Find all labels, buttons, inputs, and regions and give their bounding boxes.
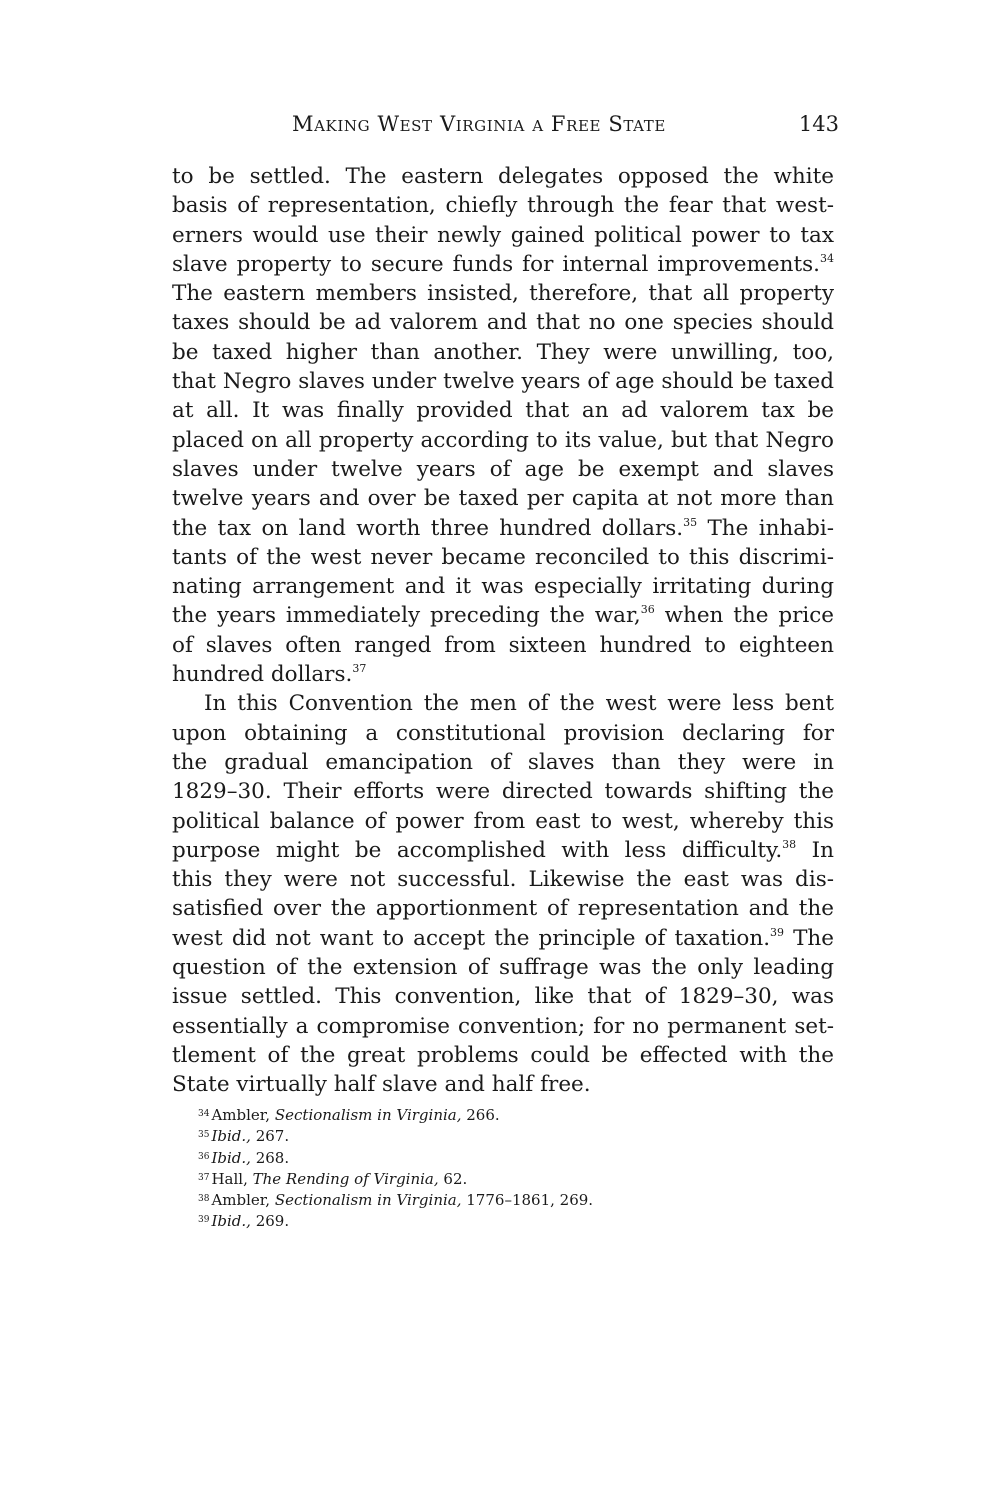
- footnote: $^{35}$ Ibid., 267.: [198, 1127, 290, 1146]
- text-line: west did not want to accept the principle of taxation.$^{39}$ The: [172, 925, 834, 951]
- text-line: this they were not successful. Likewise the east was dis-: [172, 867, 834, 893]
- text-line: at all. It was finally provided that an ad valorem tax be: [172, 398, 834, 424]
- footnote-number: 39: [198, 1215, 210, 1226]
- page-header: [172, 112, 839, 144]
- text-line: be taxed higher than another. They were unwilling, too,: [172, 339, 834, 365]
- footnote: $^{36}$ Ibid., 268.: [198, 1148, 290, 1167]
- text-line: The eastern members insisted, therefore, that all property: [172, 281, 834, 307]
- text-line: the years immediately preceding the war,$^{36}$ when the price: [172, 603, 835, 629]
- text-line: satisfied over the apportionment of representation and the: [172, 896, 834, 922]
- text-line: the tax on land worth three hundred dollars.$^{35}$ The inhabi-: [172, 515, 834, 541]
- footnote-number: 34: [198, 1109, 210, 1119]
- text-line: In this Convention the men of the west were less bent: [204, 691, 834, 717]
- running-head: Making West Virginia a Free State: [292, 112, 666, 136]
- text-line: placed on all property according to its value, but that Negro: [172, 427, 834, 453]
- footnote-ref-34: 34: [820, 251, 834, 265]
- text-line: slaves under twelve years of age be exempt and slaves: [172, 456, 834, 482]
- text-line: tants of the west never became reconciled to this discrimi-: [172, 544, 834, 570]
- footnote: $^{38}$ Ambler, Sectionalism in Virginia, 1776–1861, 269.: [198, 1191, 594, 1210]
- footnote-number: 38: [198, 1194, 210, 1205]
- footnote-ref-36: 36: [640, 603, 655, 617]
- text-line: erners would use their newly gained political power to tax: [172, 222, 834, 248]
- footnote-ref-38: 38: [782, 837, 797, 851]
- text-line: twelve years and over be taxed per capita at not more than: [172, 486, 834, 512]
- footnote-ref-35: 35: [683, 515, 698, 529]
- footnote-ref-37: 37: [352, 662, 367, 676]
- text-line: purpose might be accomplished with less difficulty.$^{38}$ In: [172, 837, 834, 863]
- text-line: 1829–30. Their efforts were directed towards shifting the: [172, 779, 834, 805]
- text-line: taxes should be ad valorem and that no one species should: [172, 310, 834, 336]
- text-line: essentially a compromise convention; for no permanent set-: [172, 1013, 834, 1039]
- text-line: issue settled. This convention, like that of 1829–30, was: [172, 984, 834, 1010]
- footnote-number: 36: [198, 1151, 210, 1162]
- text-line: nating arrangement and it was especially irritating during: [172, 574, 834, 600]
- footnote: $^{37}$ Hall, The Rending of Virginia, 62.: [198, 1169, 468, 1188]
- text-line: political balance of power from east to west, whereby this: [172, 808, 834, 834]
- text-line: of slaves often ranged from sixteen hundred to eighteen: [172, 632, 834, 658]
- text-line: question of the extension of suffrage was the only leading: [172, 955, 834, 981]
- footnote-number: 37: [198, 1172, 210, 1183]
- footnote-ref-39: 39: [770, 925, 785, 939]
- body-text: [172, 162, 834, 1100]
- text-line: the gradual emancipation of slaves than they were in: [172, 749, 834, 775]
- text-line: basis of representation, chiefly through the fear that west-: [172, 193, 834, 219]
- footnotes: [198, 1104, 818, 1232]
- text-line: tlement of the great problems could be effected with the: [172, 1042, 834, 1068]
- text-line: that Negro slaves under twelve years of age should be taxed: [172, 369, 834, 395]
- text-line: to be settled. The eastern delegates opposed the white: [172, 164, 834, 189]
- text-line: upon obtaining a constitutional provision declaring for: [172, 720, 834, 746]
- text-line: State virtually half slave and half free.: [172, 1072, 591, 1098]
- text-line: hundred dollars.$^{37}$: [172, 662, 367, 688]
- footnote: $^{39}$ Ibid., 269.: [198, 1212, 290, 1231]
- page-number: 143: [798, 112, 839, 136]
- footnote-number: 35: [198, 1130, 210, 1141]
- footnote: $^{34}$ Ambler, Sectionalism in Virginia, 266.: [198, 1106, 500, 1124]
- text-line: slave property to secure funds for internal improvements.$^{34}$: [172, 251, 834, 277]
